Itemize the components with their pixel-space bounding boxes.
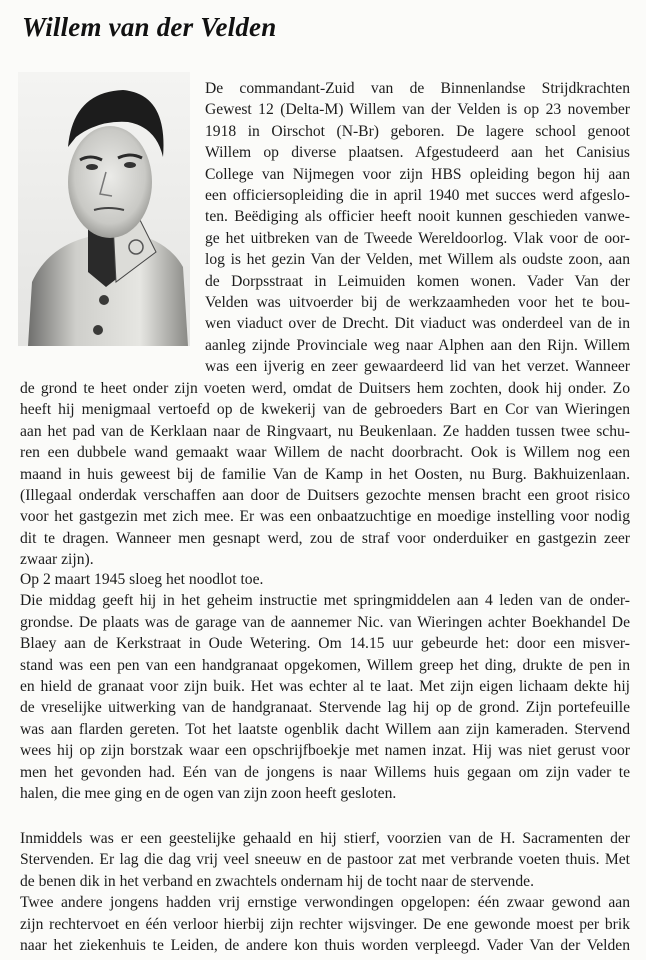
text-line: halen, die mee ging en de ogen van zijn zoon heeft gesloten. xyxy=(20,785,397,803)
text-line: ren een dubbele wand gemaakt waar Willem de nacht doorbracht. Ook is Willem nog een xyxy=(20,444,630,462)
text-line: aan het pad van de Kerklaan naar de Ringvaart, nu Beukenlaan. Ze hadden tussen twee schu- xyxy=(20,422,630,440)
text-line: Willem op diverse plaatsen. Afgestudeerd aan het Canisius xyxy=(205,144,630,162)
text-line: de benen dik in het verband en zwachtels ondernam hij de tocht naar de stervende. xyxy=(20,872,534,890)
text-line: de vreselijke uitwerking van de handgranaat. Stervende lag hij op de grond. Zijn portefeuille xyxy=(20,699,630,717)
text-line: de Dorpsstraat in Leimuiden komen wonen. Vader Van der xyxy=(205,272,630,290)
text-line: aanleg zijnde Provinciale weg naar Alphen aan den Rijn. Willem xyxy=(205,336,630,354)
portrait-photo xyxy=(18,72,190,346)
text-line: dit te dragen. Wanneer men gesnapt werd, zou de straf voor onderduiker en gastgezin zeer xyxy=(20,529,630,547)
text-line: (Illegaal onderdak verschaffen aan door de Duitsers gezochte mensen bracht een groot risico xyxy=(20,487,630,505)
text-line: Inmiddels was er een geestelijke gehaald en hij stierf, voorzien van de H. Sacramenten der xyxy=(20,830,630,847)
paragraph-1-wrapped xyxy=(205,78,630,378)
text-line: Blaey aan de Kerkstraat in Oude Wetering. Om 14.15 uur gebeurde het: door een misver- xyxy=(20,635,630,653)
text-line: wees hij op zijn borstzak waar een opschrijfboekje met namen inzat. Hij was niet gerust voor xyxy=(20,742,630,760)
text-line: naar het ziekenhuis te Leiden, de andere kon thuis worden verpleegd. Vader Van der Velden xyxy=(20,937,630,955)
text-line: en hield de granaat voor zijn buik. Het was echter al te laat. Met zijn eigen lichaam dekte hij xyxy=(20,678,630,696)
paragraph-3 xyxy=(20,828,630,956)
text-line: was een ijverig en zeer gewaardeerd lid van het verzet. Wanneer xyxy=(205,358,630,376)
paragraph-2 xyxy=(20,569,630,804)
text-line: was aan flarden gereten. Tot het laatste ogenblik dacht Willem aan zijn kameraden. Stervend xyxy=(20,720,630,738)
text-line: een officiersopleiding die in april 1940 met succes werd afgeslo- xyxy=(205,187,630,205)
text-line: zijn rechtervoet en één verloor hierbij zijn rechter wijsvinger. De ene gewonde moest per brik xyxy=(20,915,630,933)
text-line: ge het uitbreken van de Tweede Wereldoorlog. Vlak voor de oor- xyxy=(205,229,630,247)
text-line: Twee andere jongens hadden vrij ernstige verwondingen opgelopen: één zwaar gewond aan xyxy=(20,894,630,912)
text-line: Velden was uitvoerder bij de werkzaamheden voor het te bou- xyxy=(205,294,630,312)
text-line: grondse. De plaats was de garage van de aannemer Nic. van Wieringen achter Boekhandel De xyxy=(20,613,630,631)
paragraph-1-continued xyxy=(20,378,630,571)
text-line: stand was een pen van een handgranaat opgekomen, Willem greep het ding, drukte de pen in xyxy=(20,656,630,674)
text-line: Gewest 12 (Delta-M) Willem van der Velden is op 23 november xyxy=(205,101,630,119)
text-line: 1918 in Oirschot (N-Br) geboren. De lagere school genoot xyxy=(205,122,630,140)
portrait-image xyxy=(18,72,190,346)
text-line: De commandant-Zuid van de Binnenlandse Strijdkrachten xyxy=(205,80,630,97)
text-line: voor het gastgezin met zich mee. Er was een onbaatzuchtige en moedige instelling voor nodig xyxy=(20,508,630,526)
text-line: maand in huis geweest bij de familie Van de Kamp in het Oosten, nu Burg. Bakhuizenlaan. xyxy=(20,465,630,483)
text-line: heeft hij menigmaal vertoefd op de kwekerij van de gebroeders Bart en Cor van Wieringen xyxy=(20,401,630,419)
text-line: Op 2 maart 1945 sloeg het noodlot toe. xyxy=(20,571,264,588)
text-line: Stervenden. Er lag die dag vrij veel sneeuw en de pastoor zat met verbrande voeten thuis. Met xyxy=(20,851,630,869)
text-line: men het gevonden had. Eén van de jongens is naar Willems huis gegaan om zijn vader te xyxy=(20,763,630,781)
text-line: de grond te heet onder zijn voeten werd, omdat de Duitsers hem zochten, dook hij onder. Zo xyxy=(20,380,630,397)
page-title: Willem van der Velden xyxy=(22,12,277,42)
text-line: ten. Beëdiging als officier heeft nooit kunnen geschieden vanwe- xyxy=(205,208,630,226)
text-line: zwaar zijn). xyxy=(20,551,94,569)
text-line: College van Nijmegen voor zijn HBS opleiding begon hij aan xyxy=(205,165,630,183)
text-line: log is het gezin Van der Velden, met Willem als oudste zoon, aan xyxy=(205,251,630,269)
text-line: Die middag geeft hij in het geheim instructie met springmiddelen aan 4 leden van de onder- xyxy=(20,592,630,610)
text-line: wen viaduct over de Drecht. Dit viaduct was onderdeel van de in xyxy=(205,315,630,333)
